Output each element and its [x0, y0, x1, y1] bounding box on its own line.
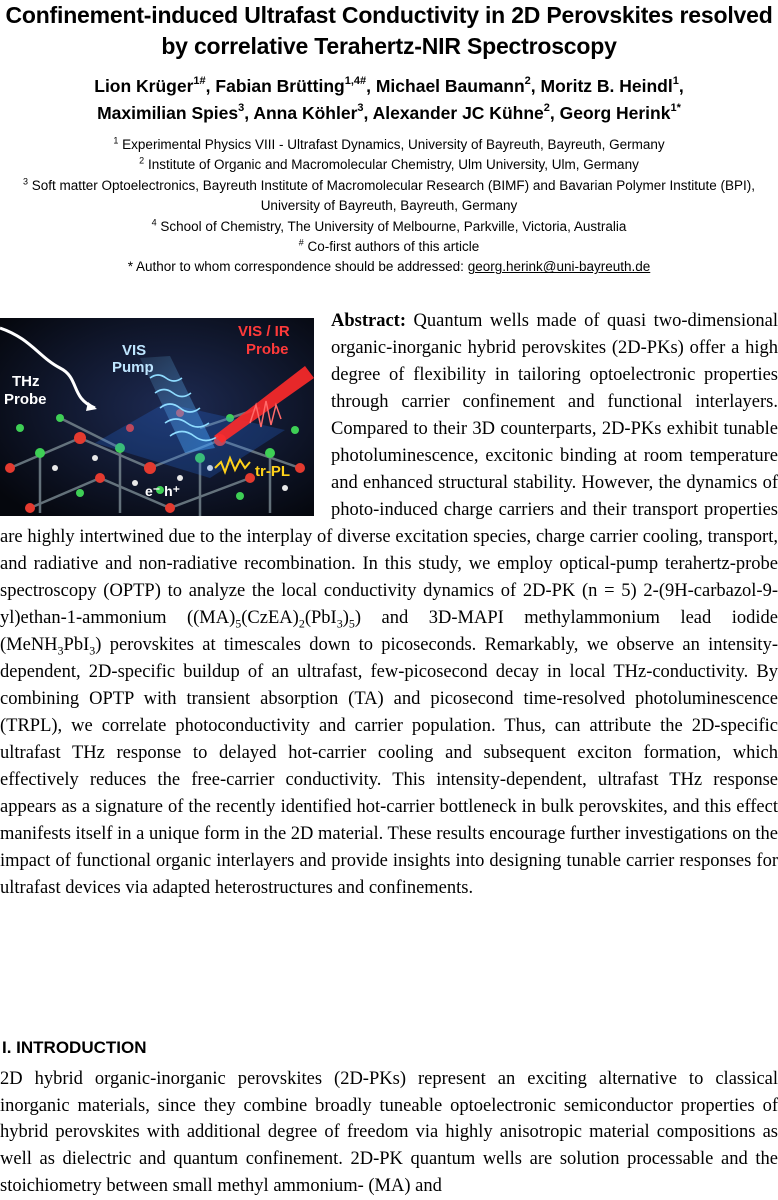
author: Lion Krüger$^{1\#}$: [94, 75, 206, 96]
paper-title: Confinement-induced Ultrafast Conductivity in 2D Perovskites resolved by correlative Terahertz-NIR Spectroscopy: [5, 2, 773, 59]
vis-ir-probe-text: VIS / IR Probe: [238, 323, 290, 358]
author: Moritz B. Heindl$^1$: [540, 75, 679, 96]
author: Alexander JC Kühne$^2$: [372, 102, 550, 123]
electron-hole-text: e⁻ h⁺: [145, 483, 181, 499]
author: Michael Baumann$^2$: [375, 75, 531, 96]
affiliations: [0, 135, 778, 278]
abstract: Abstract: Quantum wells made of quasi two-dimensional organic-inorganic hybrid perovskites (2D-PKs) offer a high degree of flexibility in tailoring optoelectronic properties through carrier confinement and functional interlayers. Compared to their 3D counterparts, 2D-PKs exhibit tunable photoluminescence, excitonic binding at room temperature and enhanced structural stability. However, the dynamics of photo-induced charge carriers and their transport properties are highly intertwined due to the interplay of diverse excitation species, charge carrier cooling, transport, and radiative and non-radiative recombination. In this study, we employ optical-pump terahertz-probe spectroscopy (OPTP) to analyze the local conductivity dynamics of 2D-PK (n = 5) 2-(9H-carbazol-9-yl)ethan-1-ammonium $((MA)_5(CzEA)_2(PbI_3)_5)$ and 3D-MAPI methylammonium lead iodide (MeNH$_3$PbI$_3$) perovskites at timescales down to picoseconds. Remarkably, we observe an intensity-dependent, 2D-specific buildup of an ultrafast, few-picosecond decay in local THz-conductivity. By combining OPTP with transient absorption (TA) and picosecond time-resolved photoluminescence (TRPL), we correlate photoconductivity and carrier population. Thus, can attribute the 2D-specific ultrafast THz response to delayed hot-carrier cooling and subsequent exciton formation, which effectively reduces the free-carrier conductivity. This intensity-dependent, ultrafast THz response appears as a signature of the recently identified hot-carrier bottleneck in bulk perovskites, and this effect manifests itself in a unique form in the 2D material. These results encourage further investigations on the impact of functional organic interlayers and provide insights into designing tunable carrier responses for ultrafast devices via adapted heterostructures and confinements.: [0, 308, 778, 902]
correspondence-email-link[interactable]: georg.herink@uni-bayreuth.de: [467, 259, 651, 275]
author: Maximilian Spies$^3$: [97, 102, 245, 123]
author: Fabian Brütting$^{1,4\#}$: [215, 75, 367, 96]
tr-pl-text: tr-PL: [255, 463, 290, 480]
affiliation: $^4$ School of Chemistry, The University of Melbourne, Parkville, Victoria, Australia: [151, 217, 627, 234]
affiliation: $^1$ Experimental Physics VIII - Ultrafast Dynamics, University of Bayreuth, Bayreuth, Germany: [113, 135, 665, 152]
author-list: Lion Krüger$^{1\#}$, Fabian Brütting$^{1,4\#}$, Michael Baumann$^2$, Moritz B. Heindl$^1$, Maximilian Spies$^3$, Anna Köhler$^3$, Alexander JC Kühne$^2$, Georg Herink$^{1*}$: [94, 75, 684, 123]
author: Georg Herink$^{1*}$: [559, 102, 681, 123]
affiliation: # Co-first authors of this article: [298, 237, 480, 255]
author: Anna Köhler$^3$: [253, 102, 364, 123]
introduction-paragraph: 2D hybrid organic-inorganic perovskites (2D-PKs) represent an exciting alternative to classical inorganic materials, since they combine broadly tuneable optoelectronic semiconductor properties of hybrid perovskites with additional degree of freedom via highly anisotropic material compositions as well as dielectric and quantum confinement. 2D-PK quantum wells are solution processable and the stoichiometry between small methyl ammonium- (MA) and: [0, 1069, 778, 1196]
figure-float-spacer: [0, 308, 331, 518]
section-heading-introduction: I. INTRODUCTION: [2, 1038, 147, 1057]
thz-probe-text: THz Probe: [4, 373, 47, 408]
abstract-label: Abstract:: [331, 311, 407, 331]
correspondence: * Author to whom correspondence should be addressed: georg.herink@uni-bayreuth.de: [127, 259, 651, 275]
vis-pump-text: VIS Pump: [112, 342, 154, 376]
affiliation: $^3$ Soft matter Optoelectronics, Bayreuth Institute of Macromolecular Research (BIMF) and Bavarian Polymer Institute (BPI), University of Bayreuth, Bayreuth, Germany: [22, 176, 756, 214]
affiliation: $^2$ Institute of Organic and Macromolecular Chemistry, Ulm University, Ulm, Germany: [139, 155, 639, 173]
